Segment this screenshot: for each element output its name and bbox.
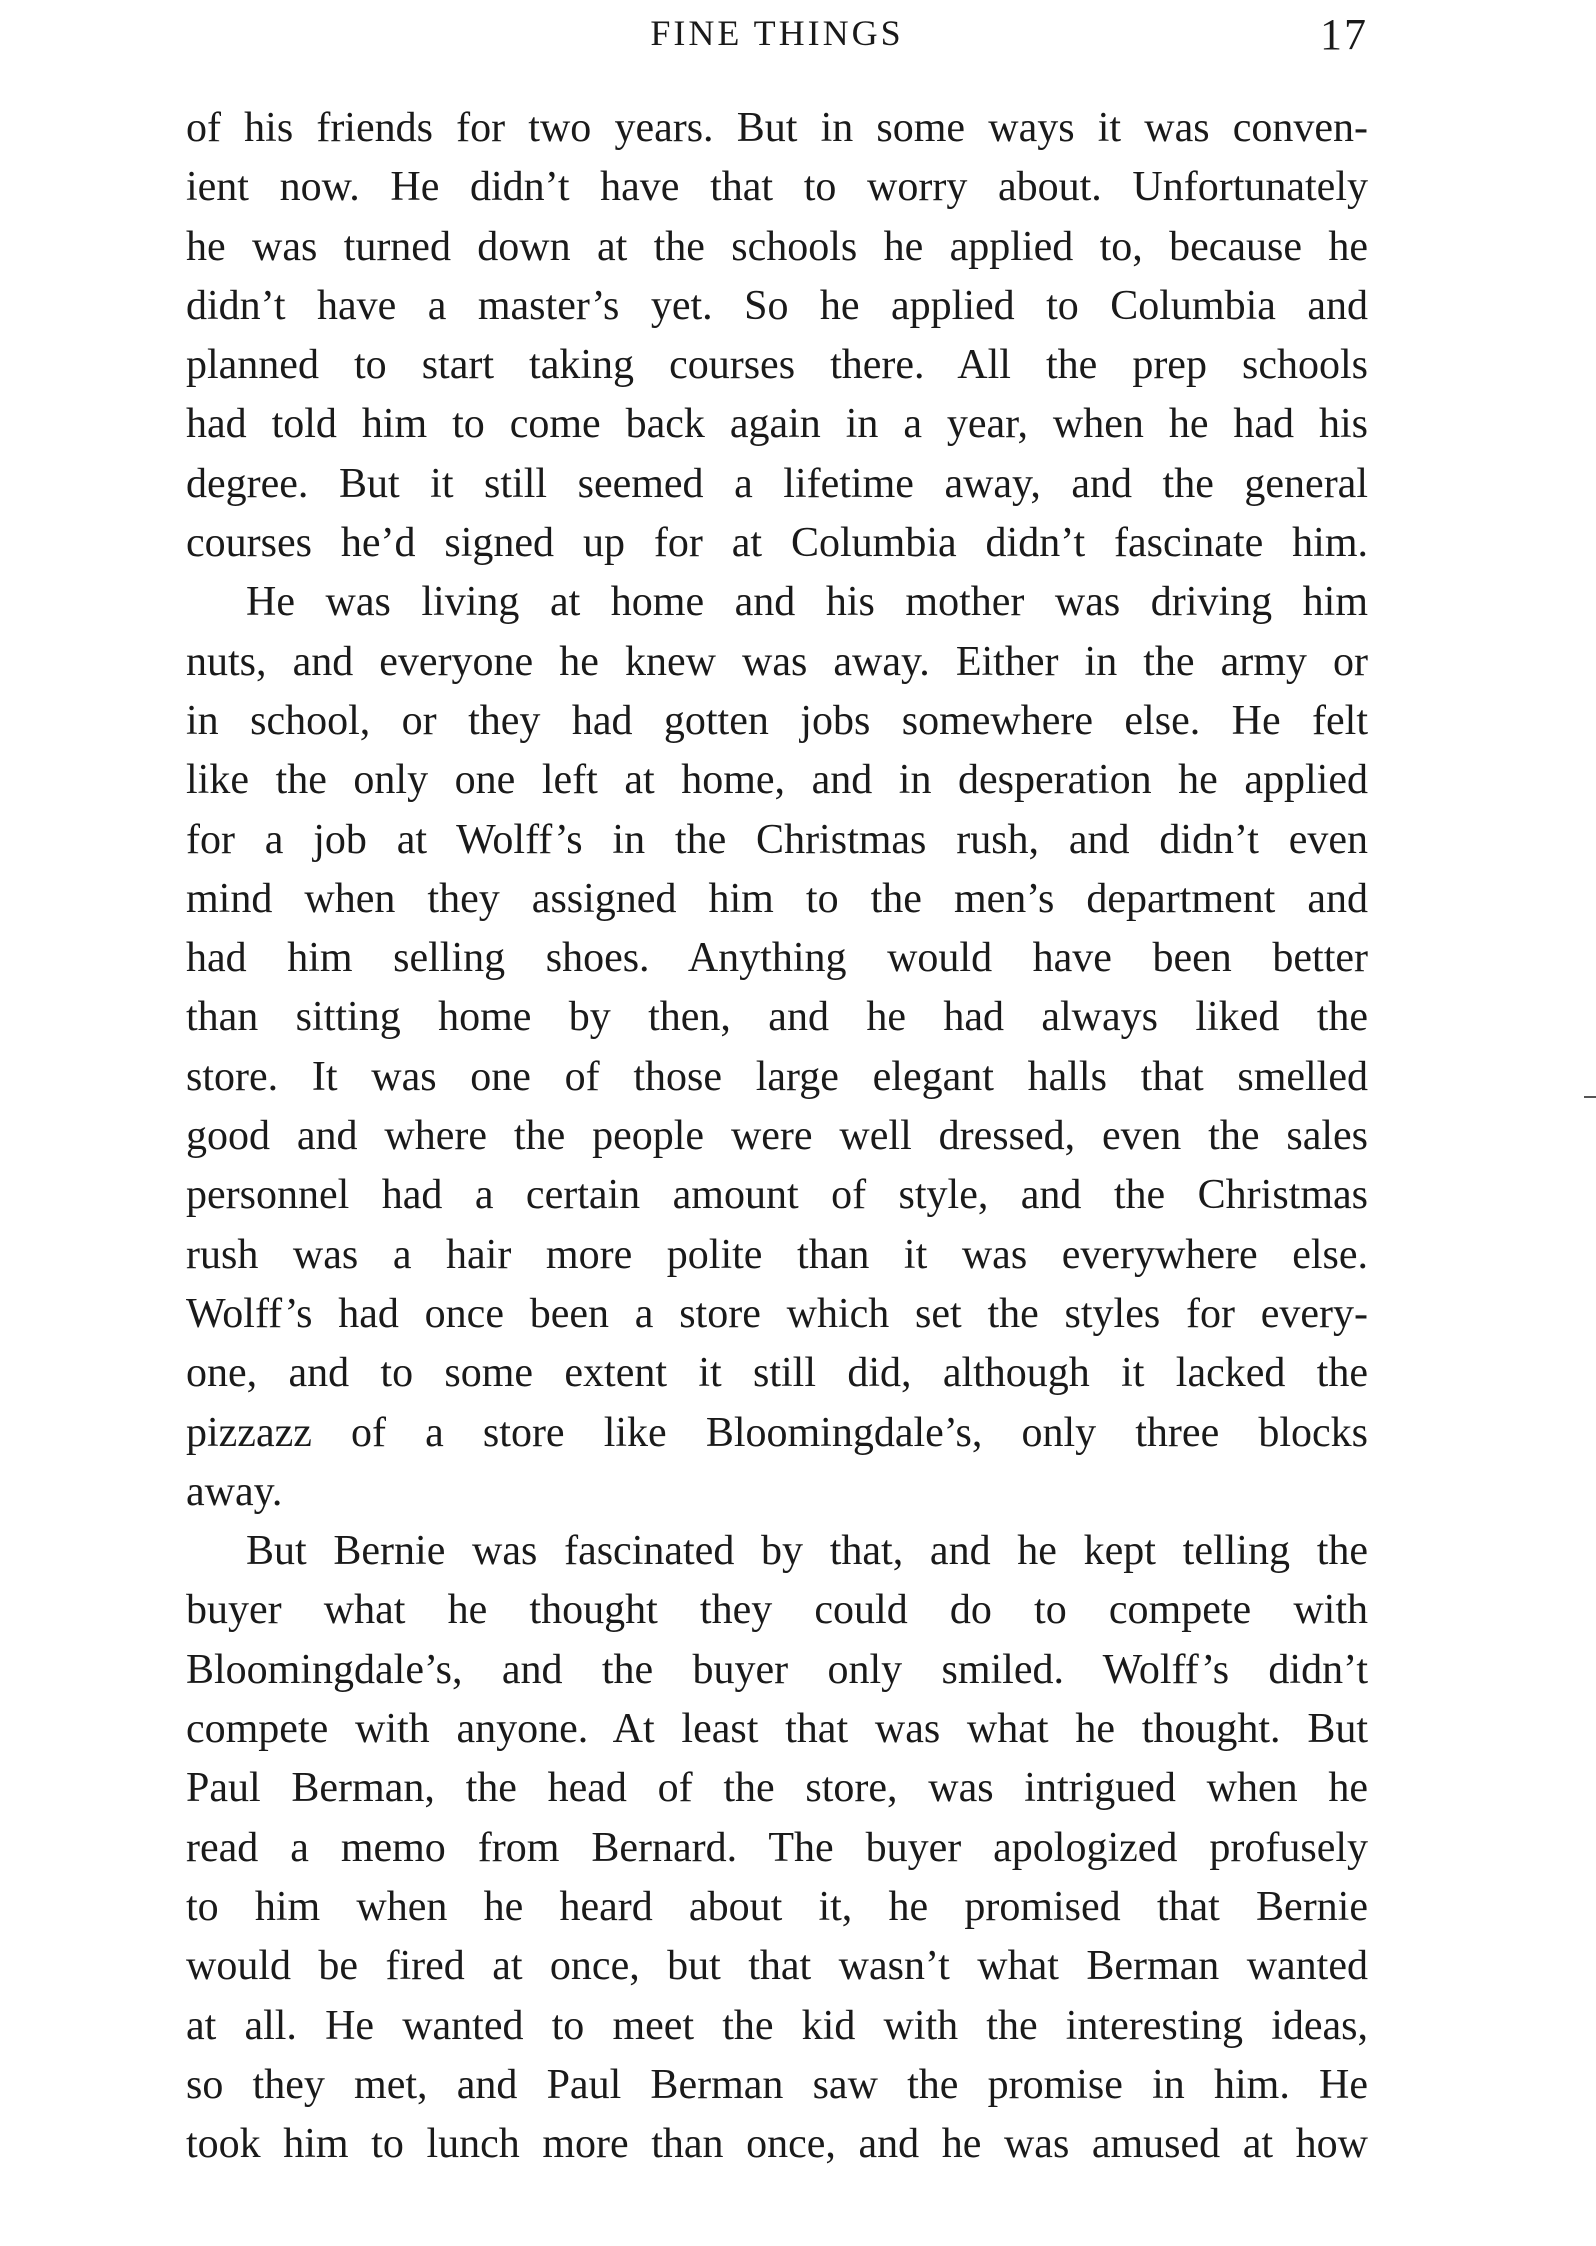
text-line: so they met, and Paul Berman saw the promise in him. He: [186, 2061, 1368, 2108]
text-line: compete with anyone. At least that was what he thought. But: [186, 1706, 1368, 1753]
text-line: than sitting home by then, and he had always liked the: [186, 994, 1368, 1041]
text-line: to him when he heard about it, he promised that Bernie: [186, 1883, 1368, 1930]
text-line: Wolff’s had once been a store which set the styles for every-: [186, 1290, 1368, 1337]
running-head: [186, 8, 1368, 58]
running-title: FINE THINGS: [650, 13, 904, 53]
text-line: Paul Berman, the head of the store, was intrigued when he: [186, 1765, 1368, 1812]
text-line: like the only one left at home, and in desperation he applied: [186, 757, 1368, 804]
text-line: would be fired at once, but that wasn’t what Berman wanted: [186, 1943, 1368, 1990]
text-line: He was living at home and his mother was driving him: [246, 579, 1368, 626]
text-line: Bloomingdale’s, and the buyer only smiled. Wolff’s didn’t: [186, 1646, 1368, 1693]
text-line: for a job at Wolff’s in the Christmas rush, and didn’t even: [186, 816, 1368, 863]
text-line: read a memo from Bernard. The buyer apologized profusely: [186, 1824, 1368, 1871]
text-line: took him to lunch more than once, and he was amused at how: [186, 2121, 1368, 2168]
page-number: 17: [1320, 10, 1368, 59]
text-line: pizzazz of a store like Bloomingdale’s, only three blocks: [186, 1409, 1368, 1456]
text-line: he was turned down at the schools he applied to, because he: [186, 223, 1368, 270]
text-line: at all. He wanted to meet the kid with the interesting ideas,: [186, 2002, 1368, 2049]
paragraph-1: [186, 99, 1368, 573]
text-line: one, and to some extent it still did, although it lacked the: [186, 1350, 1368, 1397]
text-line: rush was a hair more polite than it was everywhere else.: [186, 1231, 1368, 1278]
text-line: ient now. He didn’t have that to worry about. Unfortunately: [186, 164, 1368, 211]
text-line: courses he’d signed up for at Columbia didn’t fascinate him.: [186, 520, 1368, 567]
text-line: didn’t have a master’s yet. So he applied to Columbia and: [186, 282, 1368, 329]
body-text: [186, 99, 1368, 2174]
text-line: personnel had a certain amount of style, and the Christmas: [186, 1172, 1368, 1219]
text-line: in school, or they had gotten jobs somewhere else. He felt: [186, 697, 1368, 744]
text-line: of his friends for two years. But in some ways it was conven-: [186, 105, 1368, 151]
text-line: had told him to come back again in a year, when he had his: [186, 401, 1368, 448]
text-line: good and where the people were well dressed, even the sales: [186, 1113, 1368, 1160]
text-line: nuts, and everyone he knew was away. Either in the army or: [186, 638, 1368, 685]
text-line: mind when they assigned him to the men’s department and: [186, 875, 1368, 922]
text-line: had him selling shoes. Anything would have been better: [186, 935, 1368, 982]
text-line: But Bernie was fascinated by that, and he kept telling the: [246, 1528, 1368, 1575]
text-line: planned to start taking courses there. All the prep schools: [186, 342, 1368, 389]
paragraph-3: [186, 1522, 1368, 2174]
text-line: degree. But it still seemed a lifetime away, and the general: [186, 460, 1368, 507]
paragraph-2: [186, 573, 1368, 1522]
text-line: buyer what he thought they could do to compete with: [186, 1587, 1368, 1634]
margin-tick-mark: [1584, 1096, 1596, 1098]
text-line: store. It was one of those large elegant halls that smelled: [186, 1053, 1368, 1100]
text-line: away.: [186, 1468, 283, 1515]
